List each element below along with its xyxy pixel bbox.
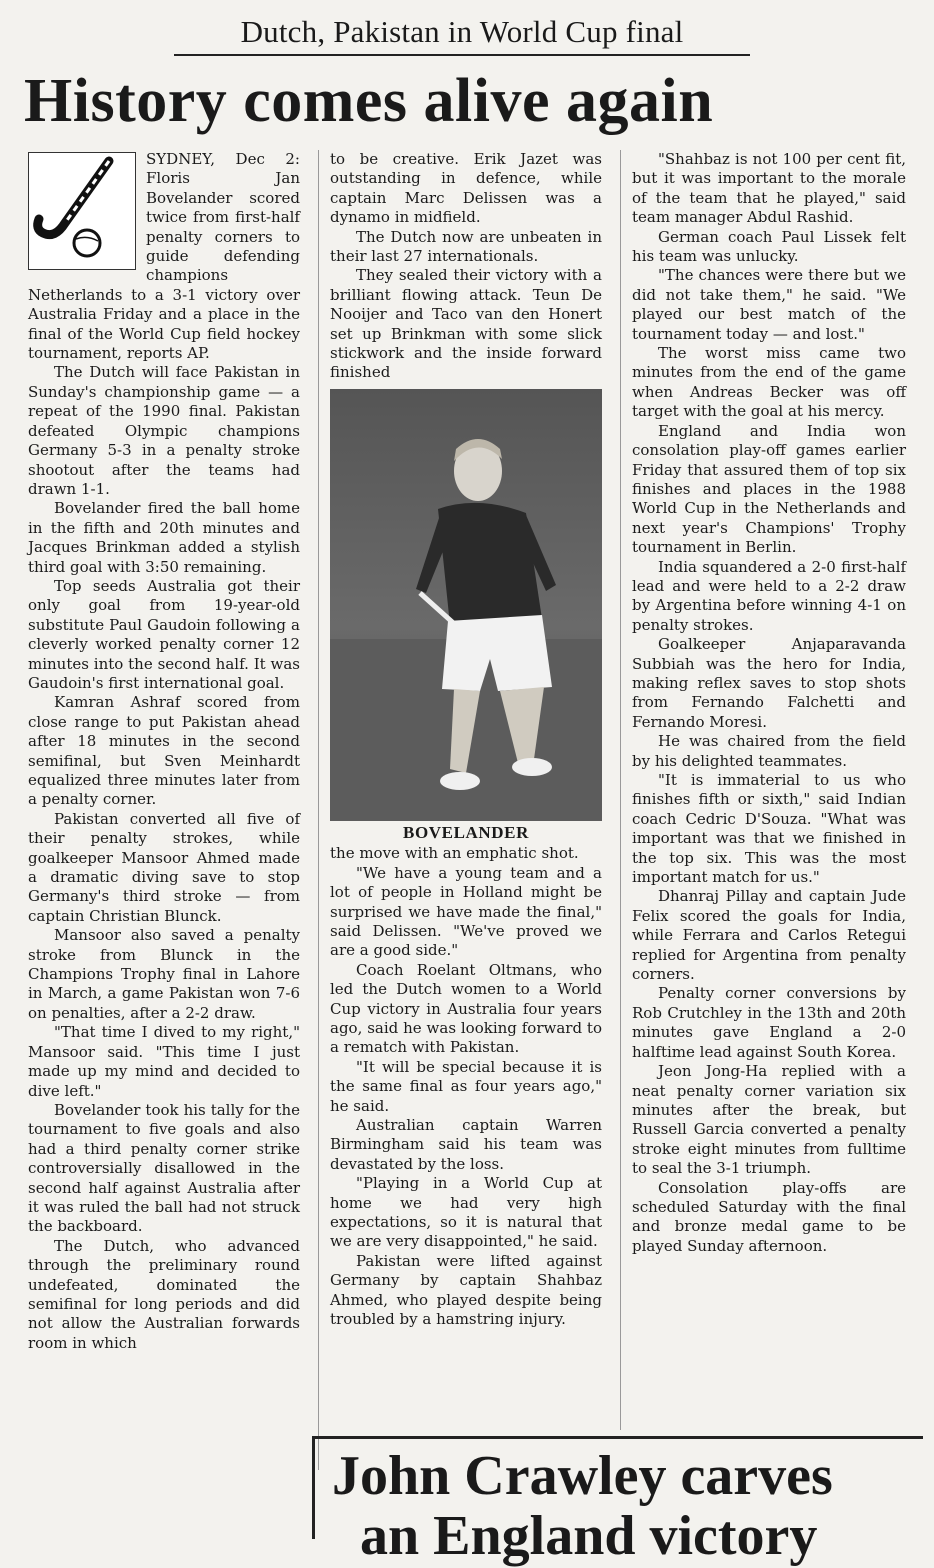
column-1-text xyxy=(28,150,300,1353)
article-paragraph: "It will be special because it is the same final as four years ago," he said. xyxy=(330,1057,602,1115)
article-paragraph: "It is immaterial to us who finishes fifth or sixth," said Indian coach Cedric D'Souza. "What was important was that we finished in the top six. This was the most important match for us." xyxy=(632,771,906,887)
article-column-2 xyxy=(330,150,602,1329)
kicker-headline: Dutch, Pakistan in World Cup final xyxy=(174,12,750,56)
photo-caption: BOVELANDER xyxy=(403,822,529,842)
article-column-3 xyxy=(632,150,906,1256)
article-paragraph: Coach Roelant Oltmans, who led the Dutch women to a World Cup victory in Australia four years ago, said he was looking forward to a rematch with Pakistan. xyxy=(330,960,602,1057)
article-paragraph: Dhanraj Pillay and captain Jude Felix scored the goals for India, while Ferrara and Carlos Retegui replied for Argentina from penalty corners. xyxy=(632,887,906,984)
article-paragraph: "Playing in a World Cup at home we had very high expectations, so it is natural that we are very disappointed," he said. xyxy=(330,1174,602,1251)
column-2-text-bottom xyxy=(330,844,602,1329)
main-headline: History comes alive again xyxy=(24,67,714,135)
article-paragraph: Pakistan converted all five of their penalty strokes, while goalkeeper Mansoor Ahmed made a dramatic diving save to stop Germany's third stroke — from captain Christian Blunck. xyxy=(28,809,300,925)
article-paragraph: Consolation play-offs are scheduled Saturday with the final and bronze medal game to be played Sunday afternoon. xyxy=(632,1178,906,1255)
article-paragraph: Top seeds Australia got their only goal from 19-year-old substitute Paul Gaudoin following a cleverly worked penalty corner 12 minutes into the second half. It was Gaudoin's first international goal. xyxy=(28,576,300,692)
article-paragraph: Jeon Jong-Ha replied with a neat penalty corner variation six minutes after the break, but Russell Garcia converted a penalty stroke eight minutes from fulltime to seal the 3-1 triumph. xyxy=(632,1062,906,1178)
article-paragraph: "The chances were there but we did not take them," he said. "We played our best match of the tournament today — and lost." xyxy=(632,266,906,343)
article-paragraph: the move with an emphatic shot. xyxy=(330,844,579,863)
article-paragraph: India squandered a 2-0 first-half lead and were held to a 2-2 draw by Argentina before winning 4-1 on penalty strokes. xyxy=(632,557,906,634)
article-paragraph: to be creative. Erik Jazet was outstanding in defence, while captain Marc Delissen was a dynamo in midfield. xyxy=(330,150,602,227)
article-paragraph: The worst miss came two minutes from the end of the game when Andreas Becker was off target with the goal at his mercy. xyxy=(632,344,906,421)
article-paragraph: "Shahbaz is not 100 per cent fit, but it was important to the morale of the team that he played," said team manager Abdul Rashid. xyxy=(632,150,906,227)
article-paragraph: German coach Paul Lissek felt his team was unlucky. xyxy=(632,227,906,266)
article-paragraph: Bovelander fired the ball home in the fifth and 20th minutes and Jacques Brinkman added a stylish third goal with 3:50 remaining. xyxy=(28,499,300,576)
article-paragraph: Pakistan were lifted against Germany by captain Shahbaz Ahmed, who played despite being troubled by a hamstring injury. xyxy=(330,1251,602,1329)
next-story-headline: John Crawley carves xyxy=(332,1445,833,1507)
hockey-stick-and-ball-icon xyxy=(28,152,136,270)
article-paragraph: "We have a young team and a lot of people in Holland might be surprised we have made the final," said Delissen. "We've proved we are a good side." xyxy=(330,863,602,960)
column-rule xyxy=(620,150,621,1430)
column-3-text xyxy=(632,150,906,1256)
field-hockey-player-photo xyxy=(330,389,602,821)
article-paragraph: Penalty corner conversions by Rob Crutchley in the 13th and 20th minutes gave England a 2-0 halftime lead against South Korea. xyxy=(632,984,906,1061)
article-paragraph: SYDNEY, Dec 2: Floris Jan Bovelander scored twice from first-half penalty corners to guide defending champions Netherlands to a 3-1 victory over Australia Friday and a place in the final of the World Cup field hockey tournament, reports AP. xyxy=(28,150,300,363)
next-story-headline-cut: an England victory xyxy=(360,1505,818,1567)
article-paragraph: The Dutch, who advanced through the preliminary round undefeated, dominated the semifinal for long periods and did not allow the Australian forwards room in which xyxy=(28,1236,300,1352)
article-paragraph: They sealed their victory with a brilliant flowing attack. Teun De Nooijer and Taco van den Honert set up Brinkman with some slick stickwork and the inside forward finished xyxy=(330,266,602,382)
article-paragraph: Kamran Ashraf scored from close range to put Pakistan ahead after 18 minutes in the second semifinal, but Sven Meinhardt equalized three minutes later from a penalty corner. xyxy=(28,693,300,809)
article-paragraph: He was chaired from the field by his delighted teammates. xyxy=(632,732,906,770)
column-2-text-top xyxy=(330,150,602,383)
article-column-1 xyxy=(28,150,300,1353)
article-paragraph: "That time I dived to my right," Mansoor said. "This time I just made up my mind and decided to dive left." xyxy=(28,1023,300,1100)
article-paragraph: Bovelander took his tally for the tournament to five goals and also had a third penalty corner strike controversially disallowed in the second half against Australia after it was ruled the ball had not struck the backboard. xyxy=(28,1100,300,1236)
article-paragraph: Australian captain Warren Birmingham said his team was devastated by the loss. xyxy=(330,1115,602,1173)
article-paragraph: England and India won consolation play-off games earlier Friday that assured them of top six finishes and places in the 1988 World Cup in the Netherlands and next year's Champions' Trophy tournament in Berlin. xyxy=(632,421,906,557)
article-paragraph: The Dutch now are unbeaten in their last 27 internationals. xyxy=(330,227,602,266)
article-paragraph: Mansoor also saved a penalty stroke from Blunck in the Champions Trophy final in Lahore in March, a game Pakistan won 7-6 on penalties, after a 2-2 draw. xyxy=(28,926,300,1022)
article-paragraph: Goalkeeper Anjaparavanda Subbiah was the hero for India, making reflex saves to stop shots from Fernando Falchetti and Fernando Moresi. xyxy=(632,635,906,731)
column-rule xyxy=(318,150,319,1470)
article-paragraph: The Dutch will face Pakistan in Sunday's championship game — a repeat of the 1990 final. Pakistan defeated Olympic champions Germany 5-3 in a penalty stroke shootout after the teams had drawn 1-1. xyxy=(28,363,300,498)
